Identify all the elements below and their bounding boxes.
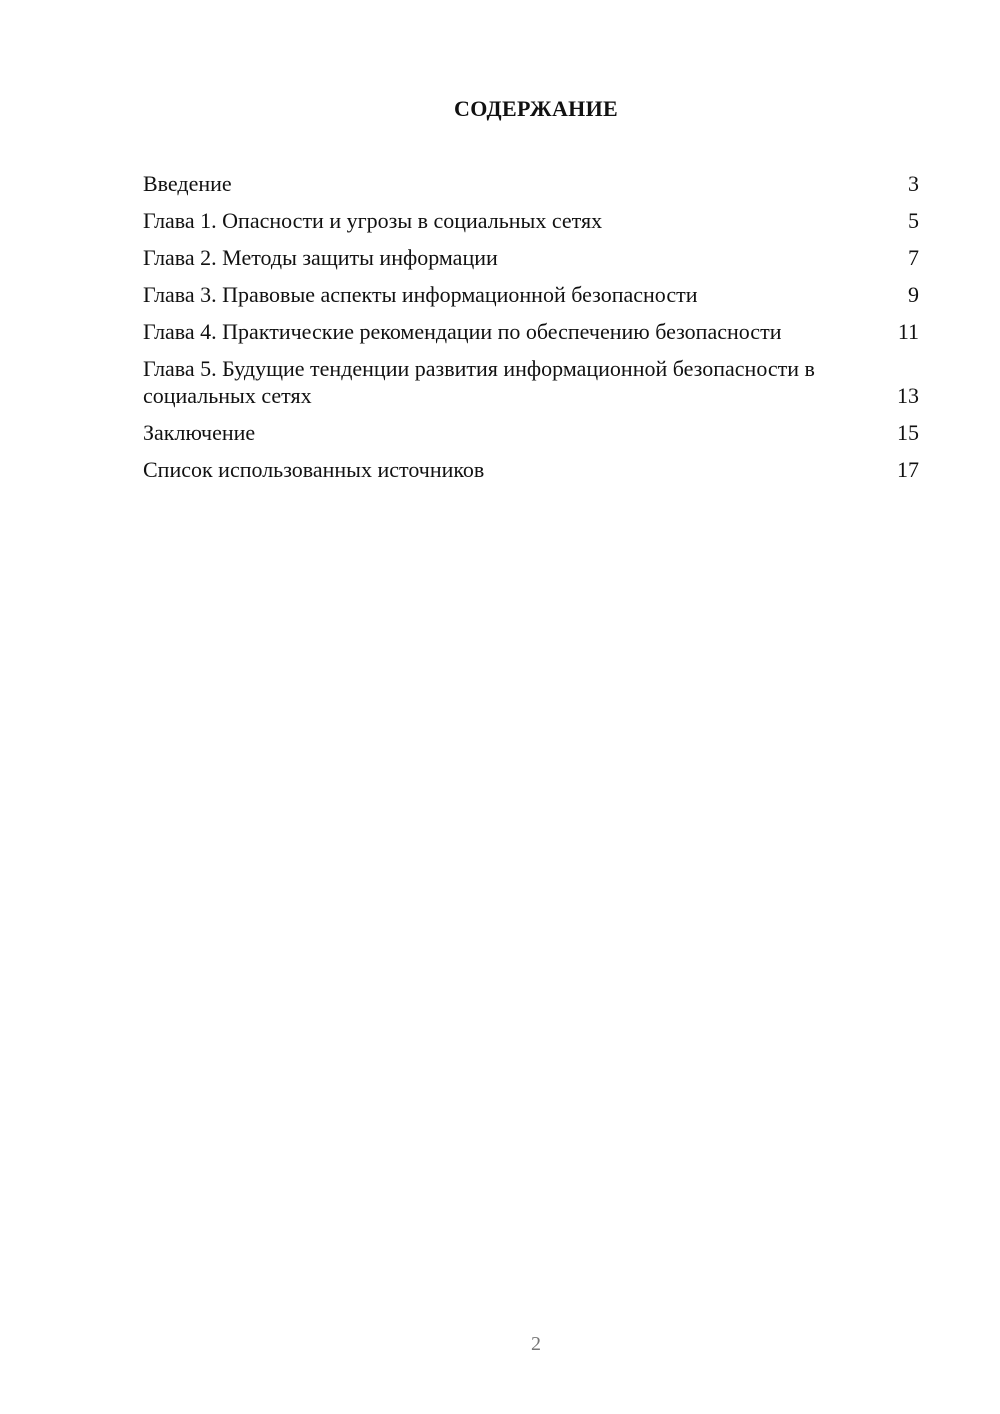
toc-entry-page: 9 <box>908 282 919 307</box>
toc-entry-page: 17 <box>897 457 919 482</box>
toc-entry-page: 7 <box>908 245 919 270</box>
toc-entry-chapter-1 <box>143 207 919 234</box>
page-number: 2 <box>531 1333 541 1355</box>
toc-entry-page: 15 <box>897 420 919 445</box>
toc-entry-label: Глава 3. Правовые аспекты информационной безопасности <box>143 282 698 307</box>
toc-entry-chapter-4 <box>143 318 919 345</box>
toc-entry-chapter-2 <box>143 244 919 271</box>
toc-entry-page: 11 <box>897 319 919 344</box>
toc-entry-introduction <box>143 170 919 197</box>
toc-entry-label: Глава 2. Методы защиты информации <box>143 245 498 270</box>
toc-entry-label: Заключение <box>143 420 256 445</box>
toc-entry-label: Список использованных источников <box>143 457 485 482</box>
table-of-contents <box>143 170 919 493</box>
toc-entry-label: Введение <box>143 171 232 196</box>
toc-entry-label: Глава 5. Будущие тенденции развития информационной безопасности в социальных сетях <box>143 356 815 408</box>
toc-entry-references <box>143 456 919 483</box>
toc-entry-conclusion <box>143 419 919 446</box>
toc-entry-page: 13 <box>897 383 919 408</box>
toc-entry-label: Глава 4. Практические рекомендации по обеспечению безопасности <box>143 319 782 344</box>
page-title: СОДЕРЖАНИЕ <box>454 96 618 121</box>
toc-entry-page: 5 <box>908 208 919 233</box>
toc-entry-page: 3 <box>908 171 919 196</box>
toc-entry-chapter-3 <box>143 281 919 308</box>
toc-entry-chapter-5 <box>143 355 919 409</box>
toc-entry-label: Глава 1. Опасности и угрозы в социальных сетях <box>143 208 603 233</box>
